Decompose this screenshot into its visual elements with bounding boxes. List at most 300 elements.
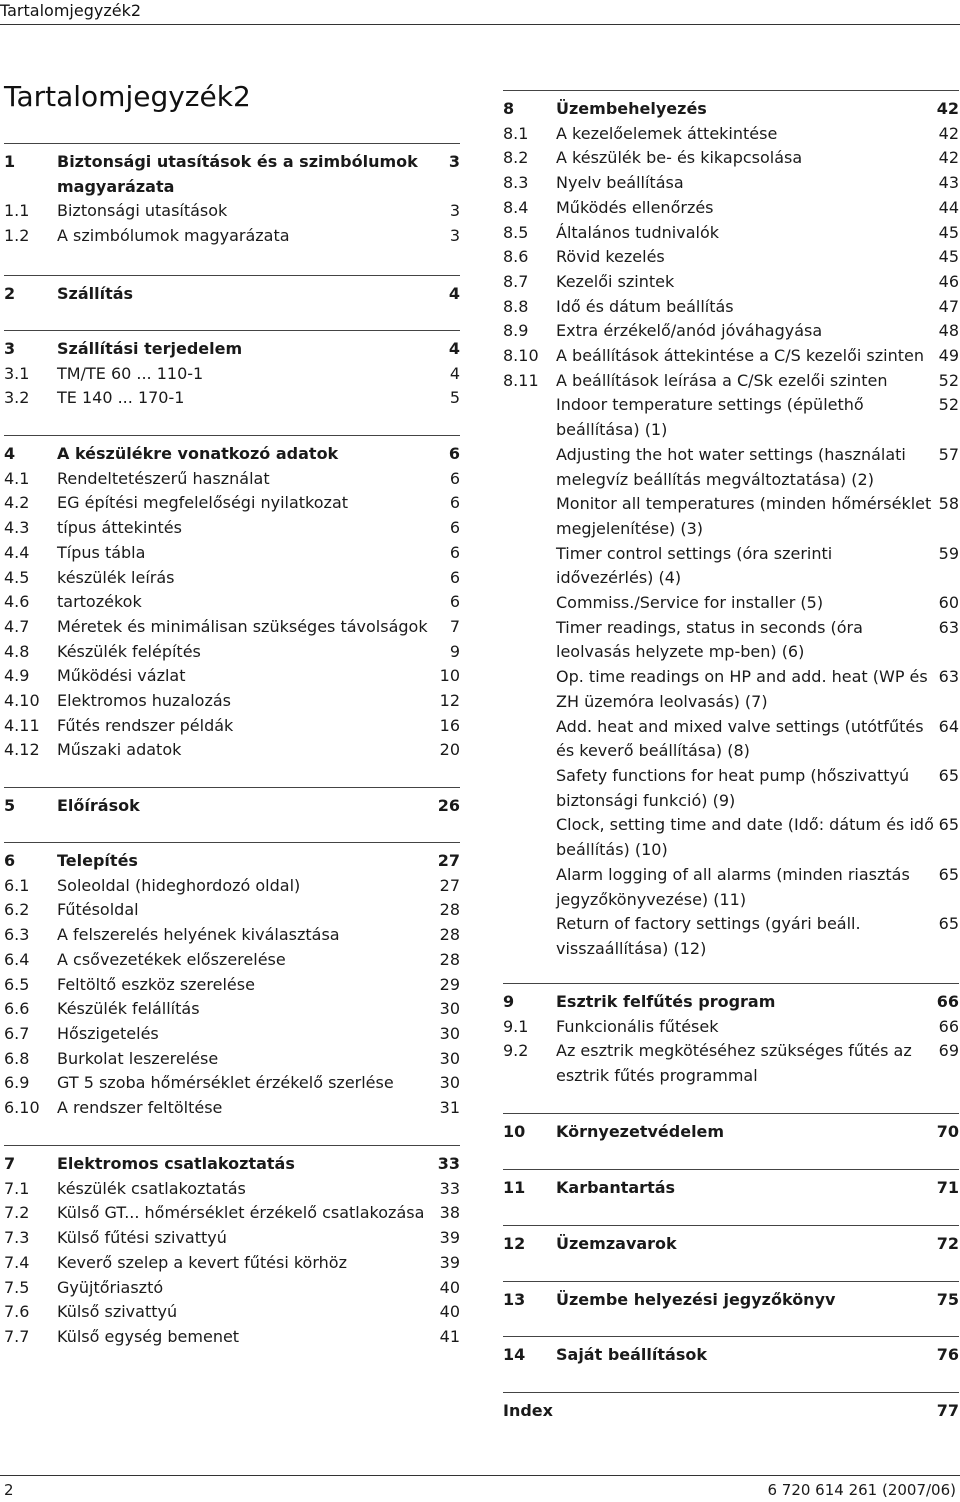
toc-entry[interactable] [4, 1071, 460, 1096]
toc-entry[interactable] [4, 1177, 460, 1202]
entry-page: 10 [439, 666, 460, 686]
entry-label: Timer control settings (óra szerinti idővezérlés) (4) [556, 543, 833, 588]
entry-page: 59 [938, 543, 959, 563]
toc-section-8 [503, 90, 959, 962]
entry-page: 6 [449, 592, 460, 612]
toc-entry[interactable] [503, 665, 959, 714]
toc-section-1 [4, 143, 460, 249]
entry-label: Általános tudnivalók [556, 222, 719, 242]
entry-number: 9.2 [503, 1041, 529, 1061]
entry-number: 4.2 [4, 493, 30, 513]
toc-entry[interactable] [4, 923, 460, 948]
section-rule [503, 983, 959, 984]
entry-number: 8.3 [503, 173, 529, 193]
entry-number: 7.7 [4, 1326, 30, 1346]
header-rule [0, 24, 960, 25]
toc-section-5 [4, 787, 460, 819]
entry-label: A felszerelés helyének kiválasztása [57, 925, 340, 945]
entry-page: 28 [439, 925, 460, 945]
section-rule [4, 842, 460, 843]
entry-page: 65 [938, 765, 959, 785]
toc-entry[interactable] [503, 542, 959, 591]
toc-entry[interactable] [4, 997, 460, 1022]
entry-label: Műszaki adatok [57, 740, 182, 760]
entry-label: A rendszer feltöltése [57, 1098, 223, 1118]
entry-number: 6.6 [4, 999, 30, 1019]
section-rule [503, 1113, 959, 1114]
toc-entry[interactable] [4, 1325, 460, 1350]
entry-page: 20 [439, 740, 460, 760]
entry-page: 28 [439, 949, 460, 969]
toc-entry[interactable] [503, 1343, 959, 1368]
toc-entry[interactable] [503, 295, 959, 320]
toc-entry[interactable] [503, 319, 959, 344]
entry-page: 4 [448, 284, 460, 303]
entry-label: Add. heat and mixed valve settings (utótfűtés és keverő beállítása) (8) [556, 716, 924, 761]
toc-entry[interactable] [4, 794, 460, 819]
entry-label: Biztonsági utasítások [57, 201, 228, 221]
entry-label: tartozékok [57, 592, 142, 612]
entry-page: 6 [449, 468, 460, 488]
entry-number: 1 [4, 152, 16, 171]
toc-entry[interactable] [4, 615, 460, 640]
entry-label: Külső egység bemenet [57, 1326, 240, 1346]
toc-entry[interactable] [4, 1047, 460, 1072]
entry-label: Hőszigetelés [57, 1023, 159, 1043]
entry-number: 8.2 [503, 148, 529, 168]
entry-page: 31 [439, 1098, 460, 1118]
toc-entry[interactable] [4, 1022, 460, 1047]
entry-label: Extra érzékelő/anód jóváhagyása [556, 321, 823, 341]
entry-label: Készülék felépítés [57, 641, 201, 661]
toc-entry[interactable] [4, 1276, 460, 1301]
entry-page: 12 [439, 691, 460, 711]
entry-number: 4.7 [4, 616, 30, 636]
entry-page: 29 [439, 974, 460, 994]
toc-entry[interactable] [4, 282, 460, 307]
entry-page: 46 [938, 271, 959, 291]
entry-label: Készülék felállítás [57, 999, 200, 1019]
toc-entry[interactable] [503, 1120, 959, 1145]
section-rule [503, 90, 959, 91]
toc-entry[interactable] [4, 898, 460, 923]
entry-number: 1.1 [4, 201, 30, 221]
entry-page: 63 [938, 667, 959, 687]
entry-number: 4.11 [4, 715, 40, 735]
entry-number: 8.7 [503, 271, 529, 291]
entry-number: 7.4 [4, 1252, 30, 1272]
toc-section-12 [503, 1225, 959, 1257]
footer-rule [0, 1475, 960, 1476]
entry-page: 43 [938, 173, 959, 193]
entry-page: 6 [449, 542, 460, 562]
toc-entry[interactable] [503, 1399, 959, 1424]
entry-number: 3 [4, 339, 16, 358]
section-rule [4, 275, 460, 276]
toc-entry[interactable] [4, 566, 460, 591]
toc-entry[interactable] [4, 442, 460, 467]
toc-entry[interactable] [4, 973, 460, 998]
toc-entry[interactable] [503, 171, 959, 196]
entry-page: 3 [448, 152, 460, 171]
toc-entry[interactable] [4, 337, 460, 362]
toc-entry[interactable] [4, 386, 460, 411]
entry-number: 4.1 [4, 468, 30, 488]
entry-label: Fűtésoldal [57, 900, 139, 920]
entry-number: 4.8 [4, 641, 30, 661]
toc-entry[interactable] [4, 738, 460, 763]
entry-number: 8.8 [503, 296, 529, 316]
entry-label: A csővezetékek előszerelése [57, 949, 286, 969]
entry-number: 4.10 [4, 691, 40, 711]
toc-entry[interactable] [503, 245, 959, 270]
toc-entry[interactable] [4, 849, 460, 874]
entry-page: 26 [437, 796, 460, 815]
entry-page: 52 [938, 370, 959, 390]
entry-number: 8.4 [503, 197, 529, 217]
toc-entry[interactable] [4, 1251, 460, 1276]
toc-entry[interactable] [503, 122, 959, 147]
toc-section-10 [503, 1113, 959, 1145]
entry-label: A szimbólumok magyarázata [57, 226, 290, 246]
entry-page: 69 [938, 1041, 959, 1061]
entry-label: készülék csatlakoztatás [57, 1178, 246, 1198]
entry-label: Működési vázlat [57, 666, 186, 686]
entry-page: 41 [439, 1326, 460, 1346]
entry-page: 77 [936, 1401, 959, 1420]
entry-label: Környezetvédelem [556, 1122, 725, 1141]
entry-page: 38 [439, 1203, 460, 1223]
toc-entry[interactable] [503, 715, 959, 764]
toc-entry[interactable] [4, 1096, 460, 1121]
section-rule [4, 330, 460, 331]
entry-number: 8.11 [503, 370, 539, 390]
entry-label: Karbantartás [556, 1178, 676, 1197]
entry-page: 27 [437, 851, 460, 870]
toc-entry[interactable] [4, 714, 460, 739]
entry-page: 39 [439, 1228, 460, 1248]
entry-page: 45 [938, 247, 959, 267]
section-rule [4, 143, 460, 144]
entry-page: 60 [938, 593, 959, 613]
entry-label: Biztonsági utasítások és a szimbólumok magyarázata [57, 152, 418, 196]
footer-doc-number: 6 720 614 261 (2007/06) [767, 1481, 956, 1499]
toc-entry[interactable] [4, 224, 460, 249]
entry-number: 4.6 [4, 592, 30, 612]
entry-label: Elektromos huzalozás [57, 691, 232, 711]
entry-page: 7 [449, 616, 460, 636]
toc-entry[interactable] [4, 541, 460, 566]
entry-label: Funkcionális fűtések [556, 1016, 719, 1036]
toc-entry[interactable] [503, 1288, 959, 1313]
entry-number: 4 [4, 444, 16, 463]
toc-entry[interactable] [503, 146, 959, 171]
entry-page: 75 [936, 1290, 959, 1309]
entry-label: Típus tábla [57, 542, 146, 562]
toc-entry[interactable] [4, 590, 460, 615]
entry-label: A készülék be- és kikapcsolása [556, 148, 803, 168]
entry-label: Idő és dátum beállítás [556, 296, 734, 316]
entry-number: 14 [503, 1345, 526, 1364]
entry-page: 70 [936, 1122, 959, 1141]
entry-label: Az esztrik megkötéséhez szükséges fűtés az esztrik fűtés programmal [556, 1041, 912, 1086]
entry-page: 30 [439, 999, 460, 1019]
entry-label: A kezelőelemek áttekintése [556, 123, 778, 143]
entry-number: Index [503, 1401, 553, 1420]
entry-page: 6 [449, 493, 460, 513]
entry-page: 27 [439, 875, 460, 895]
toc-entry[interactable] [4, 362, 460, 387]
entry-number: 10 [503, 1122, 526, 1141]
entry-page: 4 [448, 339, 460, 358]
entry-label: Előírások [57, 796, 140, 815]
toc-entry[interactable] [503, 369, 959, 394]
entry-label: Külső GT... hőmérséklet érzékelő csatlakozása [57, 1203, 425, 1223]
entry-number: 7.5 [4, 1277, 30, 1297]
toc-entry[interactable] [503, 764, 959, 813]
entry-number: 7.1 [4, 1178, 30, 1198]
entry-page: 30 [439, 1048, 460, 1068]
entry-number: 9 [503, 992, 515, 1011]
toc-section-11 [503, 1169, 959, 1201]
toc-entry[interactable] [4, 1201, 460, 1226]
entry-page: 6 [448, 444, 460, 463]
entry-number: 13 [503, 1290, 526, 1309]
entry-page: 6 [449, 567, 460, 587]
entry-page: 30 [439, 1023, 460, 1043]
entry-number: 2 [4, 284, 16, 303]
section-rule [503, 1169, 959, 1170]
entry-number: 6.8 [4, 1048, 30, 1068]
entry-page: 45 [938, 222, 959, 242]
entry-label: TE 140 ... 170-1 [57, 388, 185, 408]
entry-page: 57 [938, 444, 959, 464]
entry-number: 8.10 [503, 346, 539, 366]
toc-entry[interactable] [503, 863, 959, 912]
entry-label: Keverő szelep a kevert fűtési körhöz [57, 1252, 347, 1272]
toc-entry[interactable] [4, 664, 460, 689]
entry-label: Szállítás [57, 284, 134, 303]
toc-entry[interactable] [4, 199, 460, 224]
toc-entry[interactable] [4, 1152, 460, 1177]
entry-page: 48 [938, 321, 959, 341]
toc-section-4 [4, 435, 460, 763]
entry-label: Rendeltetészerű használat [57, 468, 270, 488]
entry-page: 76 [936, 1345, 959, 1364]
entry-number: 6.5 [4, 974, 30, 994]
entry-number: 6.2 [4, 900, 30, 920]
entry-label: Rövid kezelés [556, 247, 665, 267]
toc-entry[interactable] [503, 1039, 959, 1088]
toc-entry[interactable] [4, 516, 460, 541]
toc-entry[interactable] [503, 196, 959, 221]
entry-page: 33 [439, 1178, 460, 1198]
entry-label: Monitor all temperatures (minden hőmérséklet megjelenítése) (3) [556, 494, 932, 538]
section-rule [503, 1392, 959, 1393]
toc-entry[interactable] [4, 640, 460, 665]
entry-label: Saját beállítások [556, 1345, 707, 1364]
entry-page: 71 [936, 1178, 959, 1197]
entry-page: 52 [938, 395, 959, 415]
toc-entry[interactable] [503, 270, 959, 295]
entry-label: készülék leírás [57, 567, 175, 587]
entry-number: 8.1 [503, 123, 529, 143]
entry-page: 42 [938, 123, 959, 143]
toc-entry[interactable] [503, 591, 959, 616]
entry-label: Return of factory settings (gyári beáll. visszaállítása) (12) [556, 914, 861, 958]
toc-entry[interactable] [503, 97, 959, 122]
entry-label: Üzembehelyezés [556, 99, 707, 118]
entry-label: A beállítások leírása a C/Sk ezelői szinten [556, 370, 888, 390]
entry-number: 4.5 [4, 567, 30, 587]
entry-number: 3.1 [4, 363, 30, 383]
entry-number: 7.6 [4, 1302, 30, 1322]
entry-page: 65 [938, 864, 959, 884]
entry-label: Alarm logging of all alarms (minden riasztás jegyzőkönyvezése) (11) [556, 864, 910, 909]
section-rule [503, 1225, 959, 1226]
entry-page: 3 [449, 201, 460, 221]
entry-number: 4.4 [4, 542, 30, 562]
entry-page: 47 [938, 296, 959, 316]
entry-page: 28 [439, 900, 460, 920]
entry-number: 7.3 [4, 1228, 30, 1248]
entry-label: Adjusting the hot water settings (használati melegvíz beállítás megváltoztatása) (2) [556, 444, 906, 489]
toc-entry[interactable] [4, 1300, 460, 1325]
entry-number: 8.5 [503, 222, 529, 242]
section-rule [503, 1336, 959, 1337]
toc-entry[interactable] [503, 912, 959, 961]
entry-label: Üzemzavarok [556, 1234, 677, 1253]
entry-label: Méretek és minimálisan szükséges távolságok [57, 616, 428, 636]
entry-number: 8.9 [503, 321, 529, 341]
entry-number: 3.2 [4, 388, 30, 408]
entry-page: 66 [938, 1016, 959, 1036]
toc-entry[interactable] [4, 1226, 460, 1251]
entry-number: 6 [4, 851, 16, 870]
toc-entry[interactable] [4, 467, 460, 492]
entry-label: Működés ellenőrzés [556, 197, 714, 217]
section-rule [503, 1281, 959, 1282]
toc-entry[interactable] [503, 1176, 959, 1201]
entry-label: Burkolat leszerelése [57, 1048, 219, 1068]
entry-page: 40 [439, 1302, 460, 1322]
section-rule [4, 1145, 460, 1146]
entry-number: 4.3 [4, 518, 30, 538]
entry-page: 33 [437, 1154, 460, 1173]
entry-page: 30 [439, 1073, 460, 1093]
toc-entry[interactable] [4, 874, 460, 899]
toc-entry[interactable] [503, 616, 959, 665]
entry-number: 12 [503, 1234, 526, 1253]
toc-section-7 [4, 1145, 460, 1350]
entry-label: Clock, setting time and date (Idő: dátum és idő beállítás) (10) [556, 815, 934, 860]
entry-number: 6.7 [4, 1023, 30, 1043]
entry-label: A készülékre vonatkozó adatok [57, 444, 339, 463]
entry-label: Safety functions for heat pump (hőszivattyú biztonsági funkció) (9) [556, 765, 910, 810]
toc-section-2 [4, 275, 460, 307]
entry-label: Esztrik felfűtés program [556, 992, 776, 1011]
entry-page: 64 [938, 716, 959, 736]
entry-number: 4.9 [4, 666, 30, 686]
entry-page: 5 [449, 388, 460, 408]
toc-entry[interactable] [503, 221, 959, 246]
entry-number: 6.1 [4, 875, 30, 895]
toc-entry[interactable] [503, 344, 959, 369]
entry-number: 8 [503, 99, 515, 118]
entry-number: 6.3 [4, 925, 30, 945]
entry-number: 6.9 [4, 1073, 30, 1093]
toc-entry[interactable] [4, 150, 460, 199]
toc-entry[interactable] [503, 990, 959, 1015]
toc-entry[interactable] [4, 491, 460, 516]
entry-page: 65 [938, 815, 959, 835]
toc-entry[interactable] [503, 492, 959, 541]
entry-label: Timer readings, status in seconds (óra leolvasás helyzete mp-ben) (6) [556, 617, 863, 662]
entry-number: 11 [503, 1178, 526, 1197]
entry-number: 6.10 [4, 1098, 40, 1118]
entry-label: A beállítások áttekintése a C/S kezelői szinten [556, 346, 924, 366]
entry-page: 6 [449, 518, 460, 538]
entry-label: Fűtés rendszer példák [57, 715, 234, 735]
entry-number: 7 [4, 1154, 16, 1173]
entry-label: Üzembe helyezési jegyzőkönyv [556, 1290, 836, 1309]
toc-entry[interactable] [503, 813, 959, 862]
entry-page: 4 [449, 363, 460, 383]
entry-label: GT 5 szoba hőmérséklet érzékelő szerlése [57, 1073, 394, 1093]
entry-label: Külső fűtési szivattyú [57, 1228, 227, 1248]
entry-label: Indoor temperature settings (épülethő beállítása) (1) [556, 395, 864, 440]
entry-label: Op. time readings on HP and add. heat (WP és ZH üzemóra leolvasás) (7) [556, 667, 928, 711]
entry-label: EG építési megfelelőségi nyilatkozat [57, 493, 349, 513]
entry-page: 16 [439, 715, 460, 735]
toc-entry[interactable] [4, 689, 460, 714]
entry-page: 42 [936, 99, 959, 118]
toc-section-6 [4, 842, 460, 1121]
running-header: Tartalomjegyzék2 [0, 1, 142, 20]
entry-number: 1.2 [4, 226, 30, 246]
entry-page: 65 [938, 914, 959, 934]
entry-label: Nyelv beállítása [556, 173, 684, 193]
entry-label: Szállítási terjedelem [57, 339, 243, 358]
entry-number: 9.1 [503, 1016, 529, 1036]
toc-section-13 [503, 1281, 959, 1313]
entry-label: Telepítés [57, 851, 138, 870]
entry-page: 72 [936, 1234, 959, 1253]
entry-label: Elektromos csatlakoztatás [57, 1154, 295, 1173]
entry-page: 39 [439, 1252, 460, 1272]
entry-page: 49 [938, 346, 959, 366]
toc-section-14 [503, 1336, 959, 1368]
entry-label: típus áttekintés [57, 518, 182, 538]
entry-label: Külső szivattyú [57, 1302, 178, 1322]
toc-section-3 [4, 330, 460, 411]
toc-entry[interactable] [503, 1015, 959, 1040]
entry-page: 9 [449, 641, 460, 661]
toc-section-index [503, 1392, 959, 1424]
entry-page: 44 [938, 197, 959, 217]
entry-number: 8.6 [503, 247, 529, 267]
toc-entry[interactable] [503, 1232, 959, 1257]
entry-number: 7.2 [4, 1203, 30, 1223]
entry-label: TM/TE 60 ... 110-1 [57, 363, 204, 383]
entry-number: 6.4 [4, 949, 30, 969]
toc-entry[interactable] [503, 393, 959, 442]
entry-label: Soleoldal (hideghordozó oldal) [57, 875, 301, 895]
toc-entry[interactable] [4, 948, 460, 973]
toc-entry[interactable] [503, 443, 959, 492]
footer-page-number: 2 [4, 1481, 14, 1499]
entry-page: 63 [938, 617, 959, 637]
